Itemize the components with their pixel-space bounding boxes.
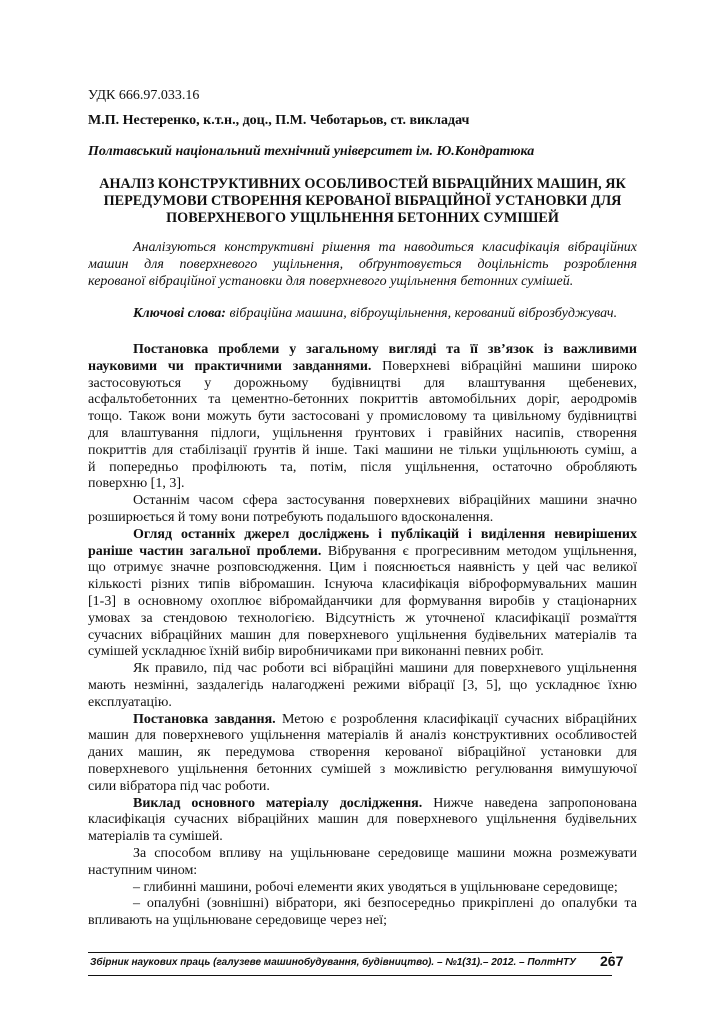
line-text: асфальтобетонних та цементно-бетонних покриттів автомобільних доріг, аеродромів [88, 392, 637, 408]
line-text: За способом впливу на ущільнюване середовище машини можна розмежувати [133, 845, 637, 861]
bold-lead: Виклад основного матеріалу дослідження. [133, 795, 423, 811]
keywords-text: вібраційна машина, віброущільнення, керований віброзбуджувач. [225, 306, 618, 321]
line-text: поверхню [1, 3]. [88, 476, 185, 492]
text-line [88, 728, 637, 745]
line-text: класифікація сучасних вібраційних машин для поверхневого ущільнення будівельних [88, 812, 637, 828]
text-line [88, 829, 637, 846]
keywords-label: Ключові слова: [133, 306, 226, 321]
paragraph [88, 796, 637, 846]
text-line [88, 443, 637, 460]
text-line [88, 426, 637, 443]
line-text: Як правило, під час роботи всі вібраційні машини для поверхневого ущільнення [133, 661, 637, 677]
paragraph [88, 880, 637, 897]
abstract-line: Аналізуються конструктивні рішення та наводиться класифікація вібраційних [133, 240, 637, 255]
text-line [88, 376, 637, 393]
text-line [88, 846, 637, 863]
line-text: експлуатацію. [88, 694, 172, 710]
text-line [88, 661, 637, 678]
line-text: Поверхневі вібраційні машини широко [371, 358, 637, 374]
text-line [88, 644, 637, 661]
text-line [88, 678, 637, 695]
authors: М.П. Нестеренко, к.т.н., доц., П.М. Чеботарьов, ст. викладач [88, 113, 470, 128]
text-line [88, 544, 637, 561]
abstract-line: машин для поверхневого ущільнення, обґрунтовується доцільність розроблення [88, 256, 637, 272]
footer-divider-bottom [88, 975, 612, 976]
line-text: розширюється й тому вони потребують подальшого вдосконалення. [88, 509, 494, 525]
line-text: Вібрування є прогресивним методом ущільнення, [321, 543, 637, 559]
text-line [88, 460, 637, 477]
paragraph [88, 661, 637, 711]
text-line [88, 745, 637, 762]
journal-footer: Збірник наукових праць (галузеве машинобудування, будівництво). – №1(31).– 2012. – ПолтНТУ [90, 957, 576, 968]
line-text: сумішей ускладнює їхній вибір виробничиками при виконанні певних робіт. [88, 644, 544, 660]
text-line [88, 392, 637, 409]
text-line [88, 812, 637, 829]
text-line [88, 476, 637, 493]
line-text: Нижче наведена запропонована [422, 795, 637, 811]
bold-lead: раніше частин загальної проблеми. [88, 543, 322, 559]
line-text: для влаштування підлоги, ущільнення ґрунтових і гравійних насипів, створення [88, 425, 637, 441]
text-line [88, 712, 637, 729]
text-line [88, 779, 637, 796]
udk-code: УДК 666.97.033.16 [88, 88, 200, 103]
line-text: поверхневого ущільнення бетонних сумішей з можливістю регулювання вимушуючої [88, 761, 637, 777]
text-line [88, 695, 637, 712]
line-text: – опалубні (зовнішні) вібратори, які безпосередньо прикріплені до опалубки та [133, 896, 637, 912]
text-line [88, 359, 637, 376]
bold-lead: Постановка завдання. [133, 711, 276, 727]
line-text: умовах за стендовою технологією. Відсутність ж уточненої класифікації розмаїття [88, 610, 637, 626]
line-text: Метою є розроблення класифікації сучасних вібраційних [275, 711, 637, 727]
line-text: впливають на ущільнюване середовище через неї; [88, 913, 388, 929]
text-line [88, 560, 637, 577]
line-text: наступним чином: [88, 862, 198, 878]
bold-lead: Огляд останніх джерел досліджень і публікацій і виділення невирішених [133, 526, 637, 542]
text-line [88, 342, 637, 359]
page-number: 267 [600, 953, 624, 969]
text-line [88, 762, 637, 779]
paragraph [88, 342, 637, 493]
title-line: АНАЛІЗ КОНСТРУКТИВНИХ ОСОБЛИВОСТЕЙ ВІБРАЦІЙНИХ МАШИН, ЯК [99, 176, 626, 192]
line-text: даних машин, як передумова створення керованої вібраційної установки для [88, 745, 637, 761]
line-text: тощо. Також вони можуть бути застосовані у промисловому та цивільному будівництві [88, 409, 637, 425]
title-line: ПОВЕРХНЕВОГО УЩІЛЬНЕННЯ БЕТОННИХ СУМІШЕЙ [166, 210, 559, 226]
text-line [88, 863, 637, 880]
keywords [88, 306, 682, 322]
line-text: – глибинні машини, робочі елементи яких уводяться в ущільнюване середовище; [133, 879, 618, 895]
line-text: Останнім часом сфера застосування поверхневих вібраційних машини значно [133, 493, 637, 509]
paragraph [88, 493, 637, 527]
article-body [88, 342, 637, 930]
line-text: мають незмінні, заздалегідь налагоджені режими вібрації [3, 5], що ускладнює їхню [88, 677, 637, 693]
text-line [88, 796, 637, 813]
line-text: покриттів для стабілізації ґрунтів й інше. Такі машини не тільки ущільнюють суміш, а [88, 442, 637, 458]
affiliation: Полтавський національний технічний університет ім. Ю.Кондратюка [88, 144, 535, 159]
text-line [88, 628, 637, 645]
text-line [88, 409, 637, 426]
line-text: застосовуються у дорожньому будівництві для влаштування щебеневих, [88, 375, 637, 391]
text-line [88, 527, 637, 544]
paragraph [88, 527, 637, 661]
paragraph [88, 712, 637, 796]
text-line [88, 896, 637, 913]
bold-lead: науковими чи практичними завданнями. [88, 358, 372, 374]
text-line [88, 493, 637, 510]
article-title [88, 176, 637, 227]
bold-lead: Постановка проблеми у загальному вигляді та її зв’язок із важливими [133, 342, 637, 357]
footer-divider-top [88, 952, 612, 953]
line-text: й попередньо профілюють та, потім, після ущільнення, остаточно обробляють [88, 459, 637, 475]
line-text: кількості різних типів вібромашин. Існуюча класифікація віброформувальних машин [88, 577, 637, 593]
line-text: сили вібратора під час роботи. [88, 778, 270, 794]
text-line [88, 880, 637, 897]
text-line [88, 577, 637, 594]
line-text: [1-3] в основному охоплює вібромайданчики для формування виробів у стаціонарних [88, 593, 637, 609]
line-text: машин для поверхневого ущільнення матеріалів й аналіз конструктивних особливостей [88, 728, 637, 744]
text-line [88, 913, 637, 930]
abstract-line: керованої вібраційної установки для поверхневого ущільнення бетонних сумішей. [88, 273, 574, 289]
text-line [88, 594, 637, 611]
text-line [88, 510, 637, 527]
line-text: сучасних вібраційних машин для поверхневого ущільнення будівельних матеріалів та [88, 627, 637, 643]
title-line: ПЕРЕДУМОВИ СТВОРЕННЯ КЕРОВАНОЇ ВІБРАЦІЙНОЇ УСТАНОВКИ ДЛЯ [103, 193, 622, 209]
line-text: матеріалів та сумішей. [88, 829, 223, 845]
abstract [88, 240, 637, 290]
paragraph [88, 846, 637, 880]
paragraph [88, 896, 637, 930]
line-text: що отримує значне розповсюдження. Цим і пояснюється наявність у цей час великої [88, 560, 637, 576]
text-line [88, 611, 637, 628]
